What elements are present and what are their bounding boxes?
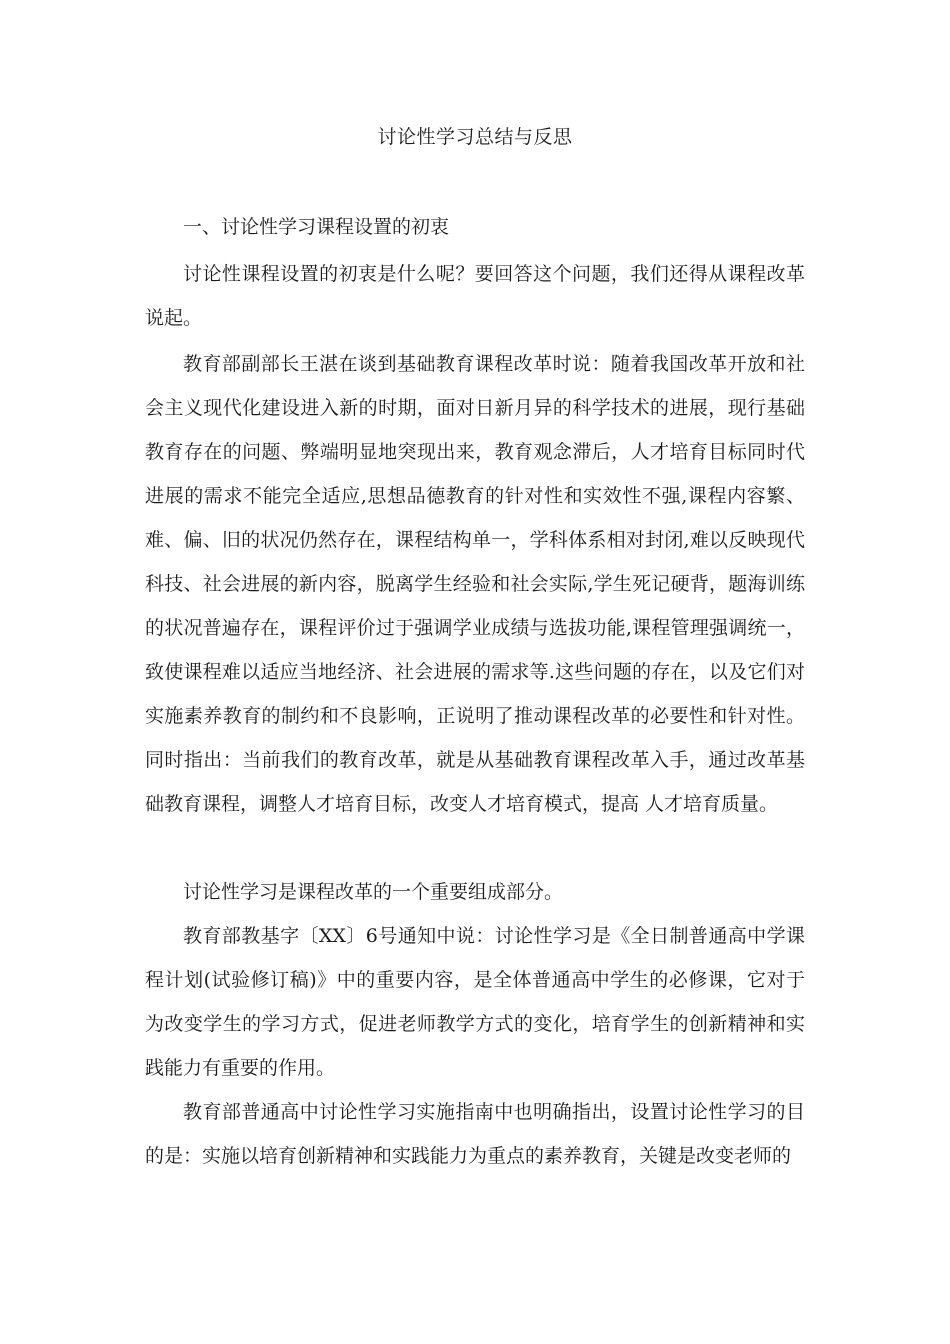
paragraph-3: 讨论性学习是课程改革的一个重要组成部分。 [183, 881, 564, 903]
paragraph-2: 教育部副部长王湛在谈到基础教育课程改革时说：随着我国改革开放和社会主义现代化建设进入新的时期，面对日新月异的科学技术的进展，现行基础教育存在的问题、弊端明显地突现出来，教育观念滞后，人才培育目标同时代进展的需求不能完全适应,思想品德教育的针对性和实效性不强,课程内容繁、难、偏、旧的状况仍然存在，课程结构单一，学科体系相对封闭,难以反映现代科技、社会进展的新内容，脱离学生经验和社会实际,学生死记硬背，题海训练的状况普遍存在，课程评价过于强调学业成绩与选拔功能,课程管理强调统一，致使课程难以适应当地经济、社会进展的需求等.这些问题的存在，以及它们对实施素养教育的制约和不良影响，正说明了推动课程改革的必要性和针对性。同时指出：当前我们的教育改革，就是从基础教育课程改革入手，通过改革基础教育课程，调整人才培育目标，改变人才培育模式，提高 人才培育质量。 [145, 353, 805, 815]
paragraph-1: 讨论性课程设置的初衷是什么呢？要回答这个问题，我们还得从课程改革说起。 [145, 263, 805, 329]
section-heading: 一、讨论性学习课程设置的初衷 [183, 216, 450, 238]
paragraph-4: 教育部教基字〔XX〕6号通知中说：讨论性学习是《全日制普通高中学课程计划(试验修订稿)》中的重要内容，是全体普通高中学生的必修课，它对于为改变学生的学习方式，促进老师教学方式的变化，培育学生的创新精神和实践能力有重要的作用。 [145, 925, 805, 1079]
document-title: 讨论性学习总结与反思 [377, 126, 573, 148]
paragraph-5: 教育部普通高中讨论性学习实施指南中也明确指出，设置讨论性学习的目的是：实施以培育创新精神和实践能力为重点的素养教育，关键是改变老师的 [145, 1101, 805, 1167]
